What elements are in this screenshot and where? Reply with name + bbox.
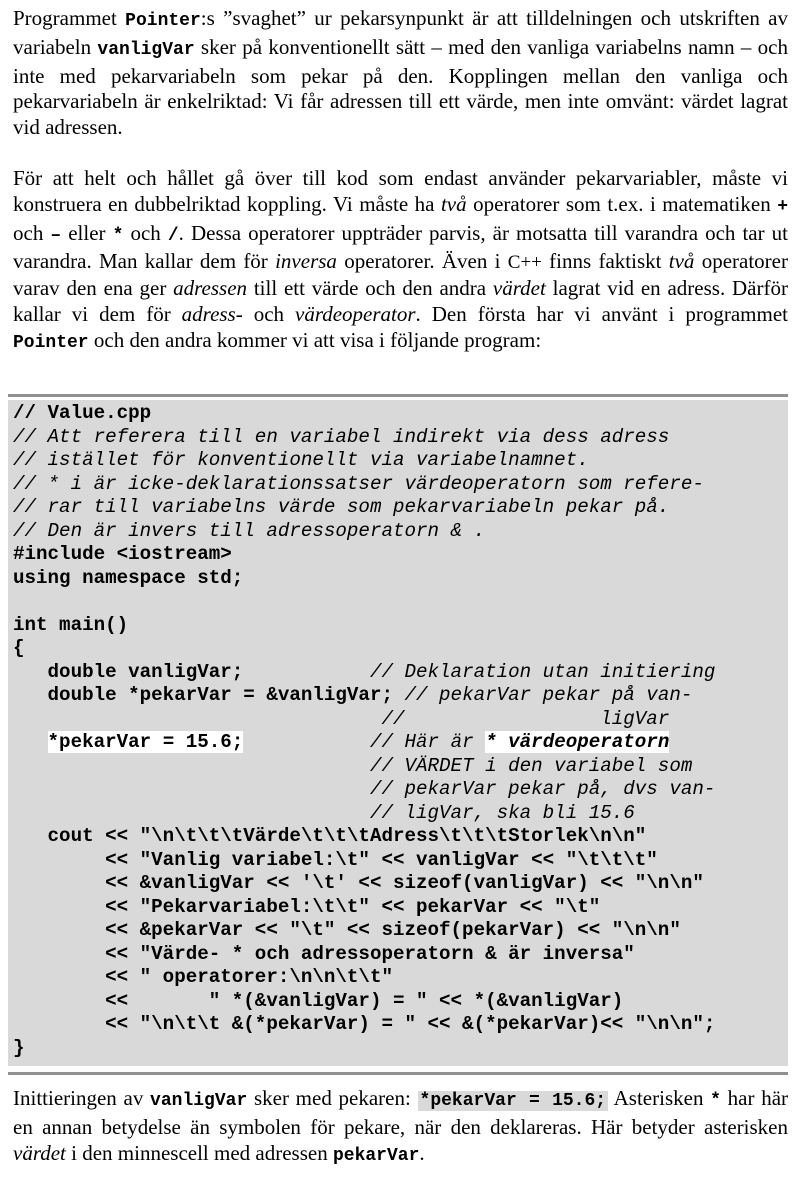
code-line: #include <iostream> <box>13 543 232 565</box>
code-line: << " *(&vanligVar) = " << *(&vanligVar) <box>13 989 624 1012</box>
code-line: << &vanligVar << '\t' << sizeof(vanligVar) << "\n\n" <box>13 872 704 894</box>
code-line: using namespace std; <box>13 566 244 589</box>
paragraph-operators: För att helt och hållet gå över till kod som endast använder pekarvariabler, måste vi konstruera en dubbelriktad koppling. Vi måste ha två operatorer som t.ex. i matematiken + och – eller * och /. Dessa operatorer uppträder parvis, är motsatta till varandra och tar ut varandra. Man kallar dem för inversa operatorer. Även i C++ finns faktiskt två operatorer varav den ena ger adressen till ett värde och den andra värdet lagrat vid en adress. Därför kallar vi dem för adress- och värdeoperator. Den första har vi använt i programmet Pointer och den andra kommer vi att visa i följande program: <box>13 166 788 353</box>
code-comment: // Deklaration utan initiering <box>369 660 716 683</box>
highlighted-code: *pekarVar = 15.6; <box>419 1091 607 1111</box>
code-line: << &pekarVar << "\t" << sizeof(pekarVar) << "\n\n" <box>13 919 681 941</box>
code-line: << "\n\t\t &(*pekarVar) = " << &(*pekarVar)<< "\n\n"; <box>13 1013 716 1035</box>
code-comment: // Att referera till en variabel indirekt via dess adress <box>13 425 670 448</box>
language-name: C++ <box>507 252 542 274</box>
inline-code: Pointer <box>125 11 201 31</box>
inline-code: / <box>167 225 179 246</box>
code-line: int main() <box>13 613 129 636</box>
code-comment: // Den är invers till adressoperatorn & . <box>13 519 486 542</box>
code-listing <box>8 400 788 1066</box>
inline-code: Pointer <box>13 332 89 353</box>
inline-code: pekarVar <box>332 1145 420 1166</box>
inline-code: vanligVar <box>150 1091 248 1111</box>
code-line: << " operatorer:\n\n\t\t" <box>13 966 393 988</box>
inline-code: vanligVar <box>97 39 195 60</box>
code-line: double *pekarVar = &vanligVar; <box>13 684 405 706</box>
code-comment: // rar till variabelns värde som pekarvariabeln pekar på. <box>13 496 670 518</box>
inline-code: * <box>112 225 124 246</box>
highlighted-statement: *pekarVar = 15.6; <box>47 731 244 753</box>
code-line: cout << "\n\t\t\tVärde\t\t\tAdress\t\t\tStorlek\n\n" <box>13 825 647 847</box>
code-line: // Value.cpp <box>13 402 152 424</box>
code-line: double vanligVar; <box>13 660 370 683</box>
code-line: << "Värde- * och adressoperatorn & är inversa" <box>13 942 635 965</box>
code-line: << "Vanlig variabel:\t" << vanligVar << "\t\t\t" <box>13 848 658 871</box>
code-comment: // Här är <box>369 731 486 753</box>
divider-bottom <box>8 1072 788 1075</box>
code-comment: // ligVar, ska bli 15.6 <box>369 801 635 824</box>
inline-code: * <box>710 1091 721 1111</box>
code-line: } <box>13 1036 25 1059</box>
code-line: { <box>13 637 25 659</box>
code-comment: // VÄRDET i den variabel som <box>369 754 693 777</box>
code-comment: // pekarVar pekar på, dvs van- <box>369 778 716 800</box>
code-comment: // ligVar <box>381 707 670 730</box>
highlighted-operator: * värdeoperatorn <box>485 731 670 753</box>
inline-code: – <box>50 225 62 246</box>
code-comment: // istället för konventionellt via variabelnamnet. <box>13 449 589 471</box>
code-comment: // * i är icke-deklarationssatser värdeoperatorn som refere- <box>13 472 704 495</box>
inline-code: + <box>777 196 788 217</box>
code-line: << "Pekarvariabel:\t\t" << pekarVar << "\t" <box>13 895 601 918</box>
code-comment: // pekarVar pekar på van- <box>404 684 693 706</box>
paragraph-intro: Programmet Pointer:s ”svaghet” ur pekarsynpunkt är att tilldelningen och utskriften av variabeln vanligVar sker på konventionellt sätt – med den vanliga variabelns namn – och inte med pekarvariabeln som pekar på den. Kopplingen mellan den vanliga och pekarvariabeln är enkelriktad: Vi får adressen till ett värde, men inte omvänt: värdet lagrat vid adressen. <box>13 6 789 140</box>
paragraph-explanation: Inittieringen av vanligVar sker med pekaren: *pekarVar = 15.6; Asterisken * har här en annan betydelse än symbolen för pekare, när den deklareras. Här betyder asterisken värdet i den minnescell med adressen pekarVar. <box>13 1086 789 1166</box>
divider-top <box>8 394 788 397</box>
